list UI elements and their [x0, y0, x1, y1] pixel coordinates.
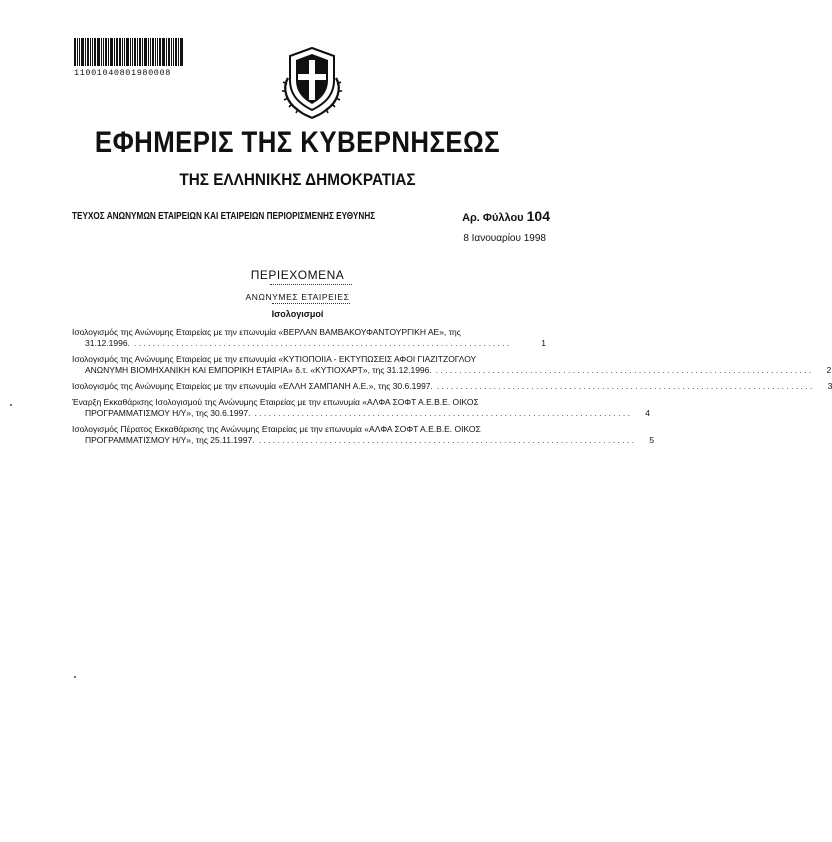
scan-speck	[74, 676, 76, 678]
barcode-bar	[171, 38, 172, 66]
barcode-bar	[173, 38, 174, 66]
barcode-bar	[105, 38, 107, 66]
dot-leader: . . . . . . . . . . . . . . . . . . . . . . . . . . . . . . . . . . . . . . . . . . . . . . . . . . . . . . . . . . . . . . . . . . . . . . . . . . . . . . . .	[254, 408, 630, 418]
toc-entry-line2: 31.12.1996.	[85, 338, 130, 348]
barcode-bar	[79, 38, 80, 66]
barcode-number: 11001040801980008	[74, 68, 171, 78]
toc-entry-page: 2	[826, 365, 832, 375]
barcode-bar	[92, 38, 93, 66]
section-underline	[272, 303, 350, 304]
toc-entry	[72, 381, 832, 392]
barcode-bar	[148, 38, 149, 66]
barcode-bar	[162, 38, 165, 66]
toc-entry-page: 5	[649, 435, 655, 445]
barcode-bar	[166, 38, 167, 66]
barcode-bar	[101, 38, 102, 66]
toc-entry	[72, 424, 655, 446]
gazette-title: ΕΦΗΜΕΡΙΣ ΤΗΣ ΚΥΒΕΡΝΗΣΕΩΣ	[94, 126, 501, 159]
barcode-bar	[132, 38, 133, 66]
barcode-bar	[85, 38, 86, 66]
barcode-bar	[150, 38, 151, 66]
barcode-bar	[142, 38, 143, 66]
barcode-bar	[130, 38, 131, 66]
barcode-bar	[159, 38, 161, 66]
issue-row	[72, 208, 550, 228]
dot-leader: . . . . . . . . . . . . . . . . . . . . . . . . . . . . . . . . . . . . . . . . . . . . . . . . . . . . . . . . . . . . . . . . . . . . . . . . . . . . . . . .	[133, 338, 510, 348]
barcode-bar	[126, 38, 129, 66]
toc-entry-line1: Έναρξη Εκκαθάρισης Ισολογισμού της Ανώνυμης Εταιρείας με την επωνυμία «ΑΛΦΑ ΣΟΦΤ Α.Ε.Β.Ε. ΟΙΚΟΣ	[72, 397, 479, 407]
issue-type: ΤΕΥΧΟΣ ΑΝΩΝΥΜΩΝ ΕΤΑΙΡΕΙΩΝ ΚΑΙ ΕΤΑΙΡΕΙΩΝ ΠΕΡΙΟΡΙΣΜΕΝΗΣ ΕΥΘΥΝΗΣ	[72, 211, 376, 222]
barcode-bar	[114, 38, 115, 66]
barcode-bar	[90, 38, 91, 66]
dot-leader: . . . . . . . . . . . . . . . . . . . . . . . . . . . . . . . . . . . . . . . . . . . . . . . . . . . . . . . . . . . . . . . . . . . . . . . . . . . . . . . .	[258, 435, 635, 445]
barcode-bar	[108, 38, 109, 66]
toc-entry-page: 3	[827, 381, 832, 391]
toc-entry-line1: Ισολογισμός της Ανώνυμης Εταιρείας με την επωνυμία «ΚΥΤΙΟΠΟΙΙΑ - ΕΚΤΥΠΩΣΕΙΣ ΑΦΟΙ ΓΙΑΖΙΤΖΟΓΛΟΥ	[72, 354, 477, 364]
barcode-bar	[178, 38, 179, 66]
issue-date: 8 Ιανουαρίου 1998	[463, 233, 546, 244]
barcode-bar	[103, 38, 104, 66]
barcode-bar	[124, 38, 125, 66]
toc-entry-line1: Ισολογισμός της Ανώνυμης Εταιρείας με την επωνυμία «ΕΛΛΗ ΣΑΜΠΑΝΗ Α.Ε.», της 30.6.1997.	[72, 381, 433, 391]
sheet-label: Αρ. Φύλλου	[462, 212, 524, 224]
subsection-heading: Ισολογισμοί	[271, 309, 324, 319]
toc-entry	[72, 354, 832, 376]
scan-speck	[10, 404, 12, 406]
toc-entry	[72, 397, 650, 419]
barcode-bar	[175, 38, 177, 66]
barcode-bar	[110, 38, 113, 66]
sheet-number	[462, 208, 550, 224]
toc-entry-line2: ΠΡΟΓΡΑΜΜΑΤΙΣΜΟΥ Η/Υ», της 30.6.1997.	[85, 408, 251, 418]
barcode-bar	[139, 38, 141, 66]
dot-leader: . . . . . . . . . . . . . . . . . . . . . . . . . . . . . . . . . . . . . . . . . . . . . . . . . . . . . . . . . . . . . . . . . . . . . . . . . . . . . . . .	[436, 381, 813, 391]
toc-entry-line2: ΑΝΩΝΥΜΗ ΒΙΟΜΗΧΑΝΙΚΗ ΚΑΙ ΕΜΠΟΡΙΚΗ ΕΤΑΙΡΙΑ» δ.τ. «ΚΥΤΙΟΧΑΡΤ», της 31.12.1996.	[85, 365, 432, 375]
barcode-bar	[168, 38, 170, 66]
barcode-bar	[152, 38, 154, 66]
toc-entry	[72, 327, 546, 349]
toc-entry-line1: Ισολογισμός Πέρατος Εκκαθάρισης της Ανώνυμης Εταιρείας με την επωνυμία «ΑΛΦΑ ΣΟΦΤ Α.Ε.Β.Ε. ΟΙΚΟΣ	[72, 424, 481, 434]
gazette-subtitle: ΤΗΣ ΕΛΛΗΝΙΚΗΣ ΔΗΜΟΚΡΑΤΙΑΣ	[179, 170, 416, 189]
barcode-bar	[155, 38, 156, 66]
greek-coat-of-arms-icon	[280, 44, 344, 120]
barcode-bar	[74, 38, 76, 66]
dot-leader: . . . . . . . . . . . . . . . . . . . . . . . . . . . . . . . . . . . . . . . . . . . . . . . . . . . . . . . . . . . . . . . . . . . . . . . . . . . . . . . .	[435, 365, 812, 375]
toc-entry-page: 4	[645, 408, 650, 418]
toc-entry-line2: ΠΡΟΓΡΑΜΜΑΤΙΣΜΟΥ Η/Υ», της 25.11.1997.	[85, 435, 255, 445]
barcode-bar	[144, 38, 147, 66]
barcode-bar	[94, 38, 96, 66]
barcode-bar	[134, 38, 136, 66]
toc-entry-line1: Ισολογισμός της Ανώνυμης Εταιρείας με την επωνυμία «ΒΕΡΛΑΝ ΒΑΜΒΑΚΟΥΦΑΝΤΟΥΡΓΙΚΗ ΑΕ», της	[72, 327, 461, 337]
barcode-bar	[81, 38, 84, 66]
sheet-number-value: 104	[526, 208, 550, 224]
barcode-bar	[87, 38, 89, 66]
toc-entry-page: 1	[541, 338, 546, 348]
barcode-bar	[137, 38, 138, 66]
contents-underline	[270, 284, 352, 285]
barcode-bar	[122, 38, 123, 66]
barcode-bars	[74, 38, 214, 66]
barcode-bar	[97, 38, 100, 66]
section-heading: ΑΝΩΝΥΜΕΣ ΕΤΑΙΡΕΙΕΣ	[245, 292, 350, 302]
barcode-bar	[180, 38, 183, 66]
barcode	[74, 38, 214, 78]
contents-heading: ΠΕΡΙΕΧΟΜΕΝΑ	[250, 268, 345, 282]
barcode-bar	[119, 38, 121, 66]
barcode-bar	[77, 38, 78, 66]
barcode-bar	[157, 38, 158, 66]
barcode-bar	[116, 38, 118, 66]
